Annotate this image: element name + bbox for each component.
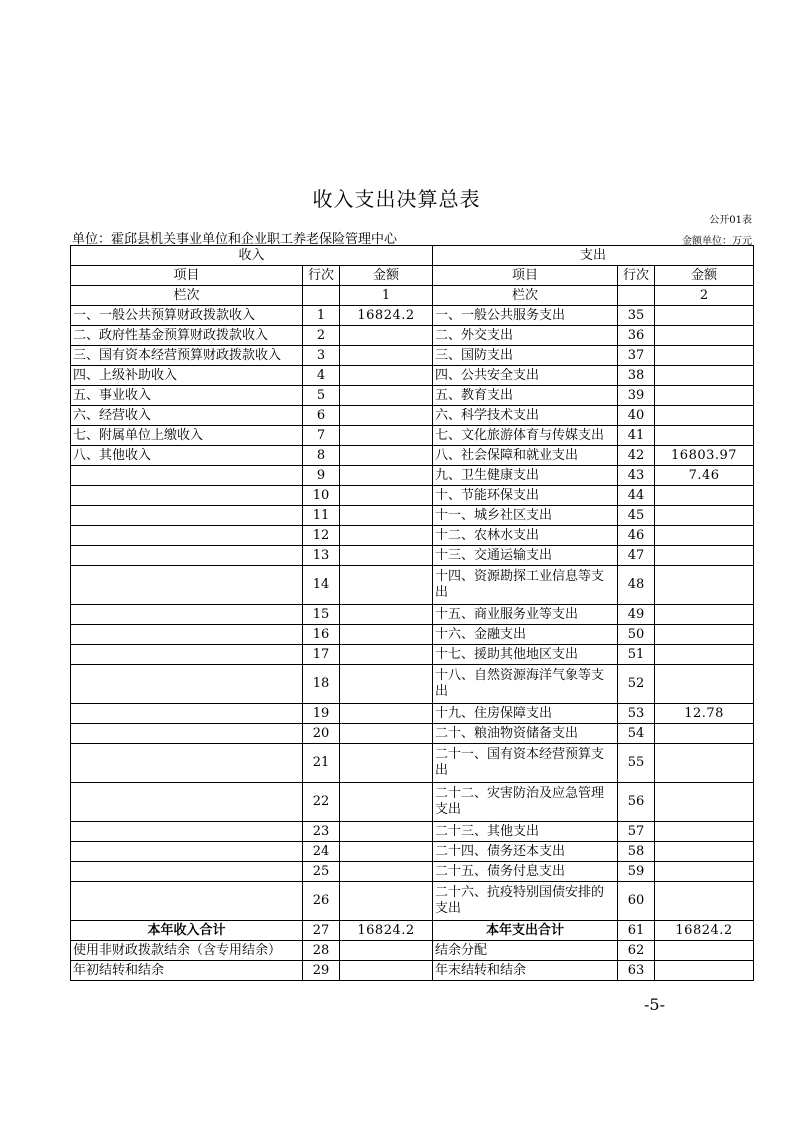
income-line: 5 [303, 386, 340, 406]
income-line: 25 [303, 862, 340, 882]
income-item [71, 783, 303, 822]
income-amount [340, 842, 433, 862]
income-amount [340, 882, 433, 921]
income-amount [340, 941, 433, 961]
income-line: 19 [303, 704, 340, 724]
expense-amount: 12.78 [655, 704, 754, 724]
income-item [71, 566, 303, 605]
income-item: 二、政府性基金预算财政拨款收入 [71, 326, 303, 346]
expense-amount [655, 724, 754, 744]
reporting-unit: 单位：霍邱县机关事业单位和企业职工养老保险管理中心 [72, 232, 398, 247]
income-item [71, 724, 303, 744]
expense-line: 52 [618, 665, 655, 704]
table-row [71, 526, 754, 546]
expense-amount [655, 645, 754, 665]
expense-item: 二十、粮油物资储备支出 [433, 724, 618, 744]
expense-line: 35 [618, 306, 655, 326]
income-amount [340, 645, 433, 665]
expense-item-header: 项目 [433, 266, 618, 286]
table-row [71, 625, 754, 645]
expense-line: 56 [618, 783, 655, 822]
income-item [71, 882, 303, 921]
income-item [71, 605, 303, 625]
expense-item: 十九、住房保障支出 [433, 704, 618, 724]
expense-amount [655, 366, 754, 386]
expense-line: 39 [618, 386, 655, 406]
income-item: 一、一般公共预算财政拨款收入 [71, 306, 303, 326]
income-amount [340, 386, 433, 406]
expense-amount [655, 783, 754, 822]
income-amount [340, 862, 433, 882]
income-amount [340, 526, 433, 546]
income-item [71, 466, 303, 486]
table-row [71, 446, 754, 466]
income-total-label: 本年收入合计 [71, 921, 303, 941]
income-line: 17 [303, 645, 340, 665]
expense-item: 二十六、抗疫特别国债安排的支出 [433, 882, 618, 921]
income-item [71, 842, 303, 862]
expense-line: 53 [618, 704, 655, 724]
table-row [71, 882, 754, 921]
expense-line: 44 [618, 486, 655, 506]
table-row [71, 506, 754, 526]
income-amount [340, 466, 433, 486]
income-amount [340, 822, 433, 842]
expense-line: 54 [618, 724, 655, 744]
table-row [71, 665, 754, 704]
table-row [71, 961, 754, 981]
expense-item: 十一、城乡社区支出 [433, 506, 618, 526]
expense-item: 五、教育支出 [433, 386, 618, 406]
income-line: 23 [303, 822, 340, 842]
expense-line: 42 [618, 446, 655, 466]
income-line: 3 [303, 346, 340, 366]
income-amount [340, 744, 433, 783]
table-row [71, 645, 754, 665]
expense-item: 十八、自然资源海洋气象等支出 [433, 665, 618, 704]
income-amount [340, 724, 433, 744]
income-amount [340, 783, 433, 822]
income-amount [340, 605, 433, 625]
expense-amount [655, 506, 754, 526]
expense-column-label: 栏次 [433, 286, 618, 306]
income-item: 六、经营收入 [71, 406, 303, 426]
table-row [71, 466, 754, 486]
expense-column-index: 2 [655, 286, 754, 306]
expense-amount: 16803.97 [655, 446, 754, 466]
income-item: 五、事业收入 [71, 386, 303, 406]
income-amount [340, 961, 433, 981]
expense-line: 50 [618, 625, 655, 645]
table-row [71, 546, 754, 566]
income-item: 七、附属单位上缴收入 [71, 426, 303, 446]
income-line: 15 [303, 605, 340, 625]
expense-line-header: 行次 [618, 266, 655, 286]
income-amount [340, 406, 433, 426]
income-line: 18 [303, 665, 340, 704]
page-title: 收入支出决算总表 [312, 187, 481, 211]
income-item: 四、上级补助收入 [71, 366, 303, 386]
table-row [71, 744, 754, 783]
expense-line: 62 [618, 941, 655, 961]
income-item [71, 526, 303, 546]
expense-item: 十三、交通运输支出 [433, 546, 618, 566]
expense-line: 57 [618, 822, 655, 842]
income-amount [340, 546, 433, 566]
expense-line: 63 [618, 961, 655, 981]
table-row [71, 704, 754, 724]
column-header-row [71, 266, 754, 286]
expense-amount [655, 665, 754, 704]
expense-amount [655, 566, 754, 605]
expense-amount [655, 426, 754, 446]
totals-row [71, 921, 754, 941]
income-line: 29 [303, 961, 340, 981]
expense-item: 一、一般公共服务支出 [433, 306, 618, 326]
income-line: 10 [303, 486, 340, 506]
income-line: 20 [303, 724, 340, 744]
income-amount [340, 346, 433, 366]
expense-line: 38 [618, 366, 655, 386]
income-line: 4 [303, 366, 340, 386]
expense-line: 49 [618, 605, 655, 625]
income-amount [340, 426, 433, 446]
expense-item: 十七、援助其他地区支出 [433, 645, 618, 665]
expense-item: 二十三、其他支出 [433, 822, 618, 842]
table-row [71, 822, 754, 842]
table-row [71, 326, 754, 346]
income-item: 八、其他收入 [71, 446, 303, 466]
expense-item: 二十五、债务付息支出 [433, 862, 618, 882]
expense-total-label: 本年支出合计 [433, 921, 618, 941]
income-line: 21 [303, 744, 340, 783]
expense-amount [655, 744, 754, 783]
empty-cell [303, 286, 340, 306]
income-column-label: 栏次 [71, 286, 303, 306]
table-row [71, 406, 754, 426]
form-number: 公开01表 [709, 215, 752, 226]
expense-item: 十五、商业服务业等支出 [433, 605, 618, 625]
expense-amount [655, 326, 754, 346]
expense-amount [655, 386, 754, 406]
expense-item: 八、社会保障和就业支出 [433, 446, 618, 466]
income-column-index: 1 [340, 286, 433, 306]
table-row [71, 566, 754, 605]
expense-line: 40 [618, 406, 655, 426]
income-amount [340, 704, 433, 724]
expense-amount [655, 625, 754, 645]
expense-amount-header: 金额 [655, 266, 754, 286]
expense-line: 48 [618, 566, 655, 605]
expense-item: 二十四、债务还本支出 [433, 842, 618, 862]
expense-amount [655, 961, 754, 981]
expense-item: 二十二、灾害防治及应急管理支出 [433, 783, 618, 822]
expense-total-line: 61 [618, 921, 655, 941]
expense-line: 45 [618, 506, 655, 526]
table-row [71, 724, 754, 744]
expense-item: 六、科学技术支出 [433, 406, 618, 426]
expense-line: 51 [618, 645, 655, 665]
income-amount [340, 665, 433, 704]
expense-line: 36 [618, 326, 655, 346]
income-total-amount: 16824.2 [340, 921, 433, 941]
expense-item: 四、公共安全支出 [433, 366, 618, 386]
table-row [71, 605, 754, 625]
expense-item: 七、文化旅游体育与传媒支出 [433, 426, 618, 446]
expense-amount [655, 882, 754, 921]
income-line: 26 [303, 882, 340, 921]
income-line: 16 [303, 625, 340, 645]
expense-amount [655, 546, 754, 566]
table-row [71, 842, 754, 862]
income-item: 使用非财政拨款结余（含专用结余） [71, 941, 303, 961]
income-line: 22 [303, 783, 340, 822]
income-amount [340, 486, 433, 506]
income-line: 8 [303, 446, 340, 466]
expense-amount [655, 605, 754, 625]
expense-line: 46 [618, 526, 655, 546]
expense-item: 结余分配 [433, 941, 618, 961]
expense-line: 43 [618, 466, 655, 486]
expense-item: 十四、资源勘探工业信息等支出 [433, 566, 618, 605]
expense-amount [655, 306, 754, 326]
expense-amount [655, 486, 754, 506]
income-line: 9 [303, 466, 340, 486]
expense-line: 37 [618, 346, 655, 366]
expense-amount [655, 941, 754, 961]
income-line: 14 [303, 566, 340, 605]
expense-line: 60 [618, 882, 655, 921]
income-expense-table [70, 245, 754, 981]
expense-line: 47 [618, 546, 655, 566]
income-item [71, 744, 303, 783]
income-line: 13 [303, 546, 340, 566]
expense-amount [655, 526, 754, 546]
expense-item: 三、国防支出 [433, 346, 618, 366]
income-item [71, 665, 303, 704]
income-item [71, 645, 303, 665]
expense-item: 二十一、国有资本经营预算支出 [433, 744, 618, 783]
income-amount: 16824.2 [340, 306, 433, 326]
income-item [71, 486, 303, 506]
income-item: 三、国有资本经营预算财政拨款收入 [71, 346, 303, 366]
amount-unit: 金额单位：万元 [682, 236, 752, 247]
expense-total-amount: 16824.2 [655, 921, 754, 941]
income-line: 28 [303, 941, 340, 961]
income-item [71, 704, 303, 724]
income-line: 24 [303, 842, 340, 862]
expense-line: 55 [618, 744, 655, 783]
income-item [71, 625, 303, 645]
expense-item: 十、节能环保支出 [433, 486, 618, 506]
income-section-header: 收入 [71, 246, 433, 266]
table-row [71, 426, 754, 446]
expense-item: 九、卫生健康支出 [433, 466, 618, 486]
expense-line: 41 [618, 426, 655, 446]
expense-item: 十二、农林水支出 [433, 526, 618, 546]
expense-amount [655, 346, 754, 366]
section-header-row [71, 246, 754, 266]
table-row [71, 386, 754, 406]
table-row [71, 486, 754, 506]
expense-section-header: 支出 [433, 246, 754, 266]
expense-amount: 7.46 [655, 466, 754, 486]
income-line: 7 [303, 426, 340, 446]
income-total-line: 27 [303, 921, 340, 941]
table-row [71, 346, 754, 366]
table-row [71, 306, 754, 326]
expense-line: 58 [618, 842, 655, 862]
income-amount-header: 金额 [340, 266, 433, 286]
page-number: -5- [644, 995, 665, 1014]
income-line: 11 [303, 506, 340, 526]
table-row [71, 862, 754, 882]
income-amount [340, 566, 433, 605]
expense-amount [655, 862, 754, 882]
expense-item: 二、外交支出 [433, 326, 618, 346]
income-item [71, 862, 303, 882]
empty-cell [618, 286, 655, 306]
column-index-row [71, 286, 754, 306]
expense-item: 年末结转和结余 [433, 961, 618, 981]
income-amount [340, 506, 433, 526]
income-line-header: 行次 [303, 266, 340, 286]
table-row [71, 366, 754, 386]
income-amount [340, 446, 433, 466]
income-item [71, 546, 303, 566]
expense-amount [655, 842, 754, 862]
expense-amount [655, 822, 754, 842]
income-line: 2 [303, 326, 340, 346]
income-item [71, 506, 303, 526]
income-amount [340, 366, 433, 386]
income-item-header: 项目 [71, 266, 303, 286]
expense-item: 十六、金融支出 [433, 625, 618, 645]
expense-amount [655, 406, 754, 426]
table-row [71, 941, 754, 961]
income-amount [340, 326, 433, 346]
income-line: 1 [303, 306, 340, 326]
table-row [71, 783, 754, 822]
income-amount [340, 625, 433, 645]
income-line: 6 [303, 406, 340, 426]
expense-line: 59 [618, 862, 655, 882]
income-item [71, 822, 303, 842]
income-item: 年初结转和结余 [71, 961, 303, 981]
income-line: 12 [303, 526, 340, 546]
